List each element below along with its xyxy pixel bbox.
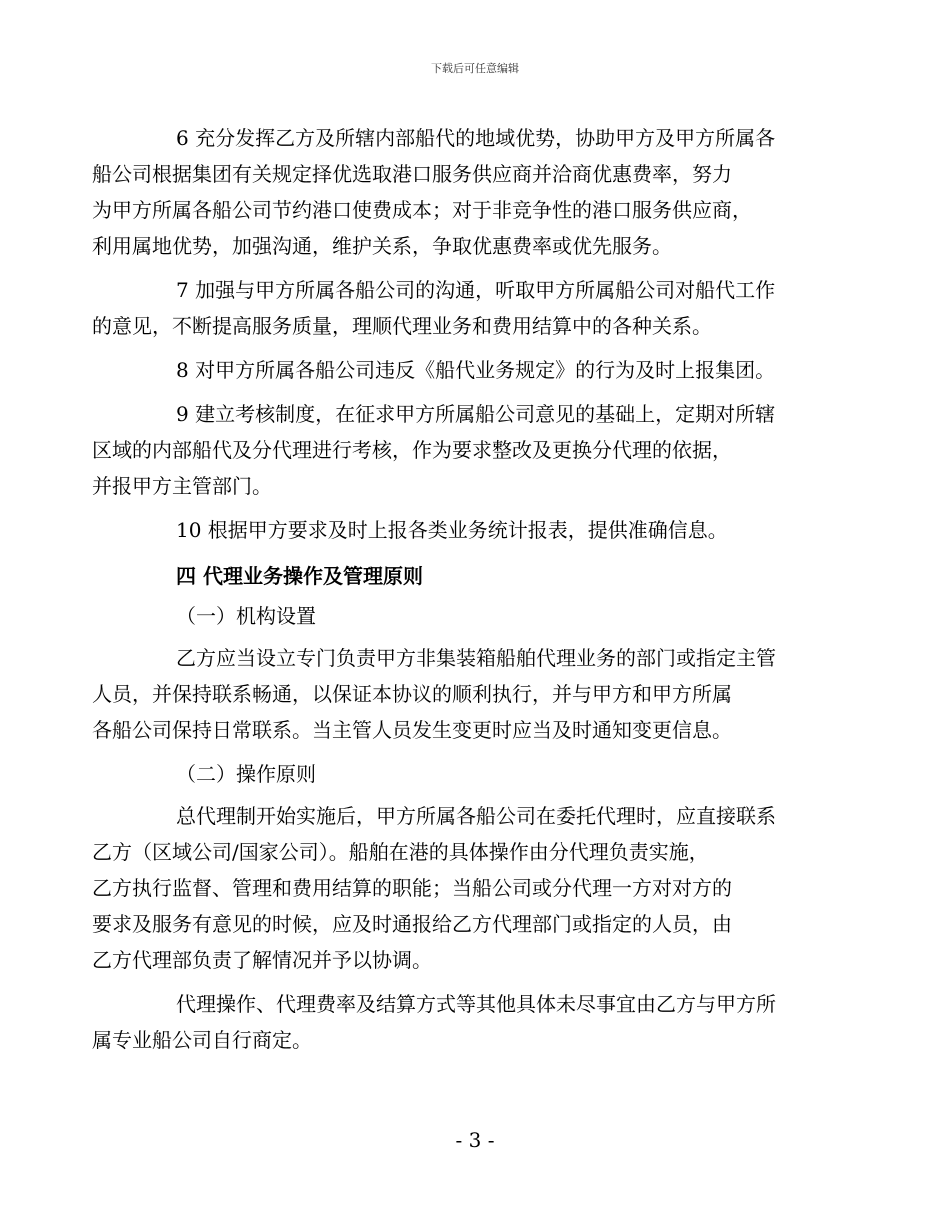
subsection-1-title: （一）机构设置 — [176, 604, 316, 628]
subsection-2-paragraph-2 — [92, 986, 834, 1058]
clause-7-paragraph — [92, 272, 834, 344]
text-line: 总代理制开始实施后，甲方所属各船公司在委托代理时，应直接联系 — [176, 804, 776, 828]
text-line: 乙方（区域公司/国家公司）。船舶在港的具体操作由分代理负责实施， — [92, 840, 709, 864]
section-heading: 四 代理业务操作及管理原则 — [176, 564, 423, 588]
text-line: 代理操作、代理费率及结算方式等其他具体未尽事宜由乙方与甲方所 — [176, 992, 776, 1016]
subsection-2-title: （二）操作原则 — [176, 762, 316, 786]
text-line: 属专业船公司自行商定。 — [92, 1028, 312, 1052]
text-line: 人员，并保持联系畅通，以保证本协议的顺利执行，并与甲方和甲方所属 — [92, 682, 732, 706]
text-line: 为甲方所属各船公司节约港口使费成本；对于非竞争性的港口服务供应商， — [92, 198, 752, 222]
clause-6-paragraph — [92, 120, 834, 264]
subsection-1-paragraph — [92, 640, 834, 748]
clause-8-paragraph — [134, 352, 834, 388]
text-line: 6 充分发挥乙方及所辖内部船代的地域优势，协助甲方及甲方所属各 — [176, 126, 776, 150]
page-header: 下载后可任意编辑 — [431, 62, 519, 75]
page-number: - 3 - — [455, 1128, 495, 1152]
subsection-2-paragraph-1 — [92, 798, 834, 978]
text-line: 的意见，不断提高服务质量，理顺代理业务和费用结算中的各种关系。 — [92, 314, 712, 338]
clause-9-paragraph — [92, 396, 834, 504]
text-line: 利用属地优势，加强沟通，维护关系，争取优惠费率或优先服务。 — [92, 234, 672, 258]
text-line: 要求及服务有意见的时候，应及时通报给乙方代理部门或指定的人员，由 — [92, 912, 732, 936]
text-line: 乙方代理部负责了解情况并予以协调。 — [92, 948, 432, 972]
text-line: 各船公司保持日常联系。当主管人员发生变更时应当及时通知变更信息。 — [92, 718, 732, 742]
text-line: 乙方执行监督、管理和费用结算的职能；当船公司或分代理一方对对方的 — [92, 876, 732, 900]
document-body — [92, 120, 834, 1066]
text-line: 区域的内部船代及分代理进行考核，作为要求整改及更换分代理的依据， — [92, 438, 732, 462]
text-line: 8 对甲方所属各船公司违反《船代业务规定》的行为及时上报集团。 — [176, 358, 776, 382]
clause-10-paragraph — [134, 512, 834, 548]
text-line: 船公司根据集团有关规定择优选取港口服务供应商并洽商优惠费率，努力 — [92, 162, 732, 186]
text-line: 并报甲方主管部门。 — [92, 474, 272, 498]
text-line: 10 根据甲方要求及时上报各类业务统计报表，提供准确信息。 — [176, 518, 728, 542]
text-line: 7 加强与甲方所属各船公司的沟通，听取甲方所属船公司对船代工作 — [176, 278, 776, 302]
text-line: 乙方应当设立专门负责甲方非集装箱船舶代理业务的部门或指定主管 — [176, 646, 776, 670]
text-line: 9 建立考核制度，在征求甲方所属船公司意见的基础上，定期对所辖 — [176, 402, 776, 426]
